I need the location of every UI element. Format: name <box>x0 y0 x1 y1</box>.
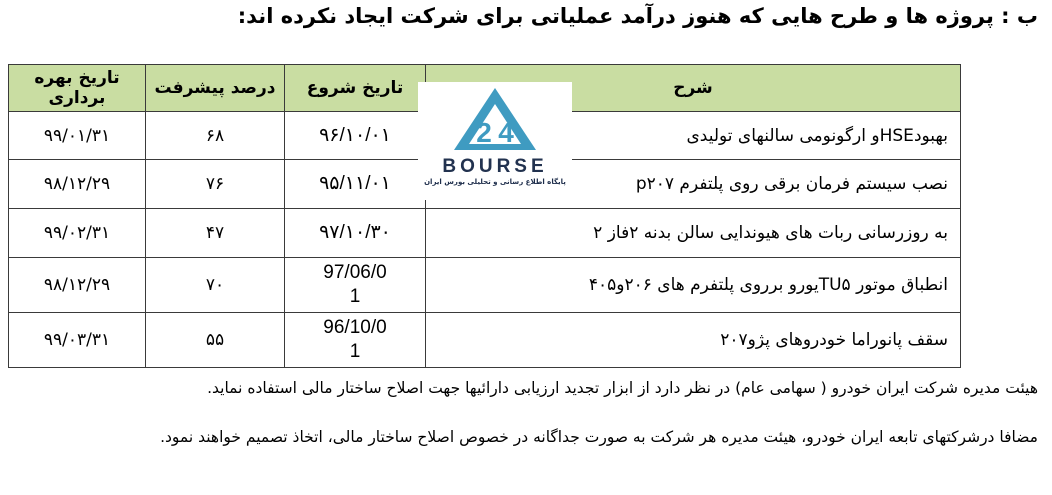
logo-word: BOURSE <box>442 156 548 177</box>
start-date-line: 1 <box>349 286 361 307</box>
cell-start-date <box>285 258 426 313</box>
bourse-logo <box>418 82 572 200</box>
cell-start-date <box>285 209 426 258</box>
cell-progress: ۶۸ <box>146 112 285 160</box>
table-row <box>9 209 961 258</box>
paragraph-subsidiaries: مضافا درشرکتهای تابعه ایران خودرو، هیئت مدیره هر شرکت به صورت جداگانه در خصوص اصلاح ساختار مالی، اتخاذ تصمیم خواهند نمود. <box>160 428 1038 446</box>
cell-operation-date: ۹۸/۱۲/۲۹ <box>9 258 146 313</box>
start-date-line: ۹۵/۱۱/۰۱ <box>319 173 391 194</box>
cell-description: سقف پانوراما خودروهای پژو۲۰۷ <box>426 313 961 368</box>
table-row <box>9 258 961 313</box>
section-heading: ب : پروژه ها و طرح هایی که هنوز درآمد عملیاتی برای شرکت ایجاد نکرده اند: <box>237 4 1038 28</box>
svg-text:4: 4 <box>498 117 514 148</box>
cell-start-date <box>285 313 426 368</box>
header-operation-date: تاریخ بهره برداری <box>9 65 146 112</box>
cell-progress: ۴۷ <box>146 209 285 258</box>
cell-description: نصب سیستم فرمان برقی روی پلتفرم p۲۰۷ <box>426 160 961 209</box>
cell-start-date <box>285 160 426 209</box>
cell-description: بهبودHSEو ارگونومی سالنهای تولیدی <box>426 112 961 160</box>
cell-description: به روزرسانی ربات های هیوندایی سالن بدنه ۲فاز ۲ <box>426 209 961 258</box>
cell-operation-date: ۹۹/۰۲/۳۱ <box>9 209 146 258</box>
cell-progress: ۷۰ <box>146 258 285 313</box>
svg-text:2: 2 <box>476 117 492 148</box>
start-date-line: 96/10/0 <box>323 317 387 338</box>
bourse-logo-mark <box>418 82 572 178</box>
cell-operation-date: ۹۸/۱۲/۲۹ <box>9 160 146 209</box>
header-progress: درصد پیشرفت <box>146 65 285 112</box>
header-start-date: تاریخ شروع <box>285 65 426 112</box>
start-date-line: ۹۷/۱۰/۳۰ <box>319 222 391 243</box>
start-date-line: ۹۶/۱۰/۰۱ <box>319 124 391 146</box>
cell-start-date <box>285 112 426 160</box>
paragraph-revaluation: هیئت مدیره شرکت ایران خودرو ( سهامی عام) در نظر دارد از ابزار تجدید ارزیابی دارائیها جهت اصلاح ساختار مالی استفاده نماید. <box>207 379 1038 397</box>
cell-operation-date: ۹۹/۰۱/۳۱ <box>9 112 146 160</box>
cell-operation-date: ۹۹/۰۳/۳۱ <box>9 313 146 368</box>
cell-description: انطباق موتور TU۵یورو برروی پلتفرم های ۲۰۶و۴۰۵ <box>426 258 961 313</box>
start-date-line: 1 <box>349 341 361 362</box>
cell-progress: ۵۵ <box>146 313 285 368</box>
start-date-line: 97/06/0 <box>323 262 387 283</box>
cell-progress: ۷۶ <box>146 160 285 209</box>
table-row <box>9 313 961 368</box>
logo-caption: پایگاه اطلاع رسانی و تحلیلی بورس ایران <box>424 178 566 186</box>
header-description: شرح <box>426 65 961 112</box>
